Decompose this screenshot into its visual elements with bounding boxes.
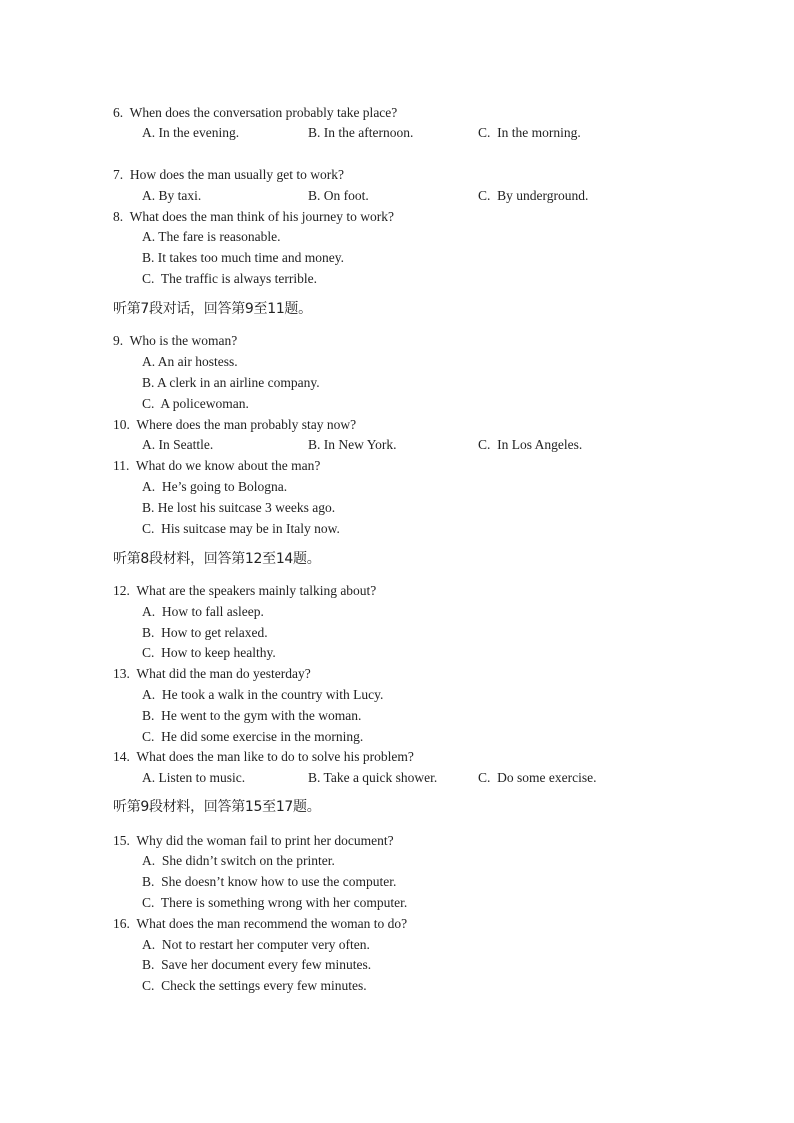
question-8: 8. What does the man think of his journey to work? — [113, 209, 394, 224]
option-12a: A. How to fall asleep. — [142, 604, 264, 619]
option-7c: C. By underground. — [478, 188, 589, 203]
option-13c: C. He did some exercise in the morning. — [142, 729, 364, 744]
option-14a: A. Listen to music. — [142, 770, 246, 785]
option-8c: C. The traffic is always terrible. — [142, 271, 317, 286]
section-heading-9: 听第9段材料，回答第15至17题。 — [113, 799, 321, 815]
option-8a: A. The fare is reasonable. — [142, 229, 281, 244]
option-12c: C. How to keep healthy. — [142, 645, 276, 660]
option-9a: A. An air hostess. — [142, 354, 238, 369]
option-16b: B. Save her document every few minutes. — [142, 957, 372, 972]
question-13: 13. What did the man do yesterday? — [113, 666, 311, 681]
option-16c: C. Check the settings every few minutes. — [142, 978, 367, 993]
option-13a: A. He took a walk in the country with Lucy. — [142, 687, 384, 702]
option-14c: C. Do some exercise. — [478, 770, 597, 785]
option-11c: C. His suitcase may be in Italy now. — [142, 521, 340, 536]
option-7a: A. By taxi. — [142, 188, 202, 203]
option-16a: A. Not to restart her computer very often. — [142, 937, 370, 952]
question-11: 11. What do we know about the man? — [113, 458, 321, 473]
question-10: 10. Where does the man probably stay now? — [113, 417, 357, 432]
option-10c: C. In Los Angeles. — [478, 437, 583, 452]
question-14: 14. What does the man like to do to solve his problem? — [113, 749, 414, 764]
option-10a: A. In Seattle. — [142, 437, 214, 452]
option-9b: B. A clerk in an airline company. — [142, 375, 320, 390]
question-6: 6. When does the conversation probably take place? — [113, 105, 398, 120]
option-6c: C. In the morning. — [478, 125, 581, 140]
option-9c: C. A policewoman. — [142, 396, 249, 411]
question-16: 16. What does the man recommend the woman to do? — [113, 916, 408, 931]
question-9: 9. Who is the woman? — [113, 333, 238, 348]
option-6b: B. In the afternoon. — [308, 125, 414, 140]
option-11b: B. He lost his suitcase 3 weeks ago. — [142, 500, 336, 515]
option-6a: A. In the evening. — [142, 125, 240, 140]
question-7: 7. How does the man usually get to work? — [113, 167, 344, 182]
option-8b: B. It takes too much time and money. — [142, 250, 344, 265]
section-heading-8: 听第8段材料，回答第12至14题。 — [113, 551, 321, 567]
option-14b: B. Take a quick shower. — [308, 770, 438, 785]
option-11a: A. He’s going to Bologna. — [142, 479, 288, 494]
question-12: 12. What are the speakers mainly talking about? — [113, 583, 377, 598]
section-heading-7: 听第7段对话，回答第9至11题。 — [113, 301, 312, 317]
option-15b: B. She doesn’t know how to use the computer. — [142, 874, 397, 889]
option-15c: C. There is something wrong with her computer. — [142, 895, 408, 910]
option-12b: B. How to get relaxed. — [142, 625, 268, 640]
option-15a: A. She didn’t switch on the printer. — [142, 853, 335, 868]
option-13b: B. He went to the gym with the woman. — [142, 708, 362, 723]
option-10b: B. In New York. — [308, 437, 397, 452]
question-15: 15. Why did the woman fail to print her document? — [113, 833, 394, 848]
option-7b: B. On foot. — [308, 188, 369, 203]
